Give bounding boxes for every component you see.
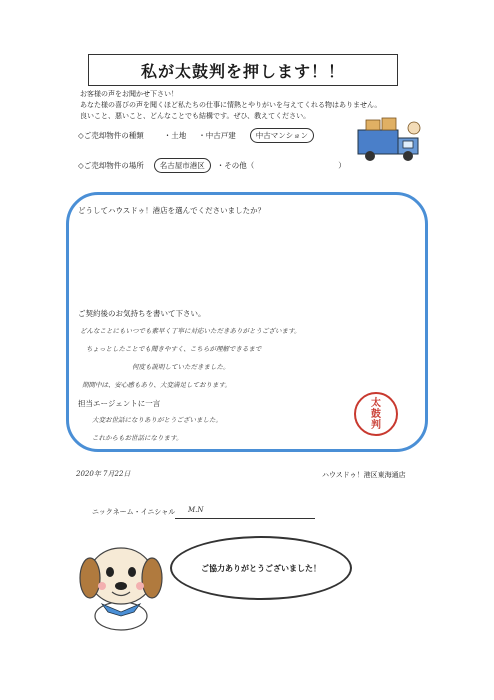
answer-feelings-2: ちょっとしたことでも聞きやすく、こちらが理解できるまで bbox=[86, 345, 262, 353]
property-type-label: ◇ご売却物件の種類 bbox=[78, 131, 144, 140]
seal-char-3: 判 bbox=[371, 419, 381, 431]
answer-feelings-1: どんなことにもいつでも素早く丁寧に対応いただきありがとうございます。 bbox=[80, 327, 301, 335]
page-title: 私が太鼓判を押します！！ bbox=[88, 54, 398, 86]
nickname-label: ニックネーム・イニシャル bbox=[92, 508, 176, 516]
property-type-row bbox=[78, 128, 314, 143]
option-used-condo: 中古マンション bbox=[250, 128, 314, 143]
thanks-speech-bubble bbox=[170, 536, 352, 600]
answer-agent-1: 大変お世話になりありがとうございました。 bbox=[92, 416, 222, 424]
intro-line-1: お客様の声をお聞かせ下さい！ bbox=[80, 90, 178, 98]
location-selected: 名古屋市港区 bbox=[154, 158, 211, 173]
property-location-row bbox=[78, 158, 346, 173]
date: 2020年 7月22日 bbox=[76, 470, 131, 478]
moving-truck-illustration bbox=[356, 116, 426, 166]
approval-seal bbox=[354, 392, 398, 436]
intro-line-2: あなた様の喜びの声を聞くほど私たちの仕事に情熱とやりがいを与えてくれる物はありません。 bbox=[80, 101, 382, 109]
dog-mascot-illustration bbox=[72, 532, 170, 632]
property-location-label: ◇ご売却物件の場所 bbox=[78, 161, 144, 170]
location-other: ・その他（ bbox=[216, 161, 255, 170]
question-why: どうしてハウスドゥ！港店を選んでくださいましたか？ bbox=[78, 206, 266, 215]
option-used-house: ・中古戸建 bbox=[198, 131, 236, 140]
nickname-underline bbox=[175, 518, 315, 519]
question-feelings: ご契約後のお気持ちを書いて下さい。 bbox=[78, 309, 206, 318]
question-agent: 担当エージェントに一言 bbox=[78, 399, 161, 408]
option-land: ・土地 bbox=[163, 131, 187, 140]
answer-feelings-4: 期間中は、安心感もあり、大変満足しております。 bbox=[82, 381, 231, 389]
intro-line-3: 良いこと、悪いこと、どんなことでも結構です。ぜひ、教えてください。 bbox=[80, 112, 311, 120]
seal-char-2: 鼓 bbox=[371, 408, 381, 420]
intro-text bbox=[80, 89, 381, 122]
store-name: ハウスドゥ！港区東海通店 bbox=[322, 471, 406, 479]
answer-feelings-3: 何度も説明していただきました。 bbox=[132, 363, 230, 371]
answer-agent-2: これからもお世話になります。 bbox=[92, 434, 183, 442]
seal-char-1: 太 bbox=[371, 397, 381, 409]
nickname-value: M.N bbox=[188, 506, 204, 514]
thanks-text: ご協力ありがとうございました！ bbox=[201, 563, 321, 573]
location-other-close: ） bbox=[338, 161, 346, 170]
